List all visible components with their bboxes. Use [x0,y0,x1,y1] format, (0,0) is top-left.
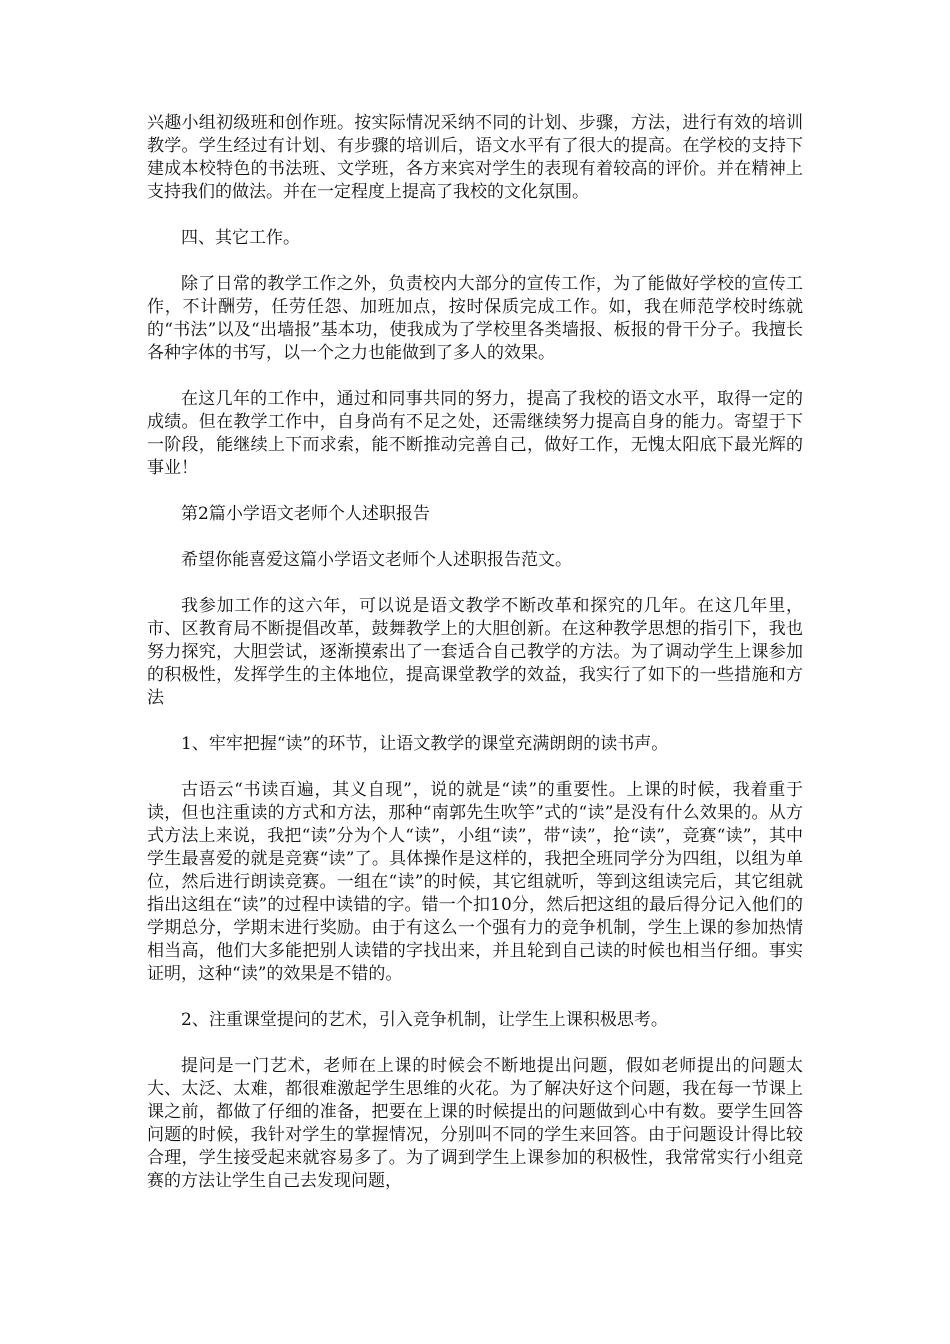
paragraph-questioning-method: 提问是一门艺术，老师在上课的时候会不断地提出问题，假如老师提出的问题太大、太泛、太难，都很难激起学生思维的火花。为了解决好这个问题，我在每一节课上课之前，都做了仔细的准备，把要在上课的时候提出的问题做到心中有数。要学生回答问题的时候，我针对学生的掌握情况，分别叫不同的学生来回答。由于问题设计得比较合理，学生接受起来就容易多了。为了调到学生上课参加的积极性，我常常实行小组竞赛的方法让学生自己去发现问题， [147,1056,803,1191]
paragraph-reading-method: 古语云“书读百遍，其义自现”，说的就是“读”的重要性。上课的时候，我着重于读，但也注重读的方式和方法，那种“南郭先生吹竽”式的“读”是没有什么效果的。从方式方法上来说，我把“读”分为个人“读”，小组“读”，带“读”，抢“读”，竞赛“读”，其中学生最喜爱的就是竞赛“读”了。具体操作是这样的，我把全班同学分为四组，以组为单位，然后进行朗读竞赛。一组在“读”的时候，其它组就听，等到这组读完后，其它组就指出这组在“读”的过程中读错的字。错一个扣10分，然后把这组的最后得分记入他们的学期总分，学期末进行奖励。由于有这么一个强有力的竞争机制，学生上课的参加热情相当高，他们大多能把别人读错的字找出来，并且轮到自己读的时候也相当仔细。事实证明，这种“读”的效果是不错的。 [147,780,803,984]
paragraph-six-years: 我参加工作的这六年，可以说是语文教学不断改革和探究的几年。在这几年里，市、区教育局不断提倡改革，鼓舞教学上的大胆创新。在这种教学思想的指引下，我也努力探究，大胆尝试，逐渐摸索出了一套适合自己教学的方法。为了调动学生上课参加的积极性，发挥学生的主体地位，提高课堂教学的效益，我实行了如下的一些措施和方法 [147,596,803,708]
paragraph-summary: 在这几年的工作中，通过和同事共同的努力，提高了我校的语文水平，取得一定的成绩。但在教学工作中，自身尚有不足之处，还需继续努力提高自身的能力。寄望于下一阶段，能继续上下而求索，能不断推动完善自己，做好工作，无愧太阳底下最光辉的事业！ [147,389,803,478]
paragraph-training-results: 兴趣小组初级班和创作班。按实际情况采纳不同的计划、步骤，方法，进行有效的培训教学。学生经过有计划、有步骤的培训后，语文水平有了很大的提高。在学校的支持下建成本校特色的书法班、文学班，各方来宾对学生的表现有着较高的评价。并在精神上支持我们的做法。并在一定程度上提高了我校的文化氛围。 [147,113,803,202]
document-body [147,112,803,1216]
section-heading-reading: 1、牢牢把握“读”的环节，让语文教学的课堂充满朗朗的读书声。 [181,734,669,754]
paragraph-publicity-work: 除了日常的教学工作之外，负责校内大部分的宣传工作，为了能做好学校的宣传工作，不计酬劳，任劳任怨、加班加点，按时保质完成工作。如，我在师范学校时练就的“书法”以及“出墙报”基本功，使我成为了学校里各类墙报、板报的骨干分子。我擅长各种字体的书写，以一个之力也能做到了多人的效果。 [147,274,803,363]
report-title: 第2篇小学语文老师个人述职报告 [181,504,430,524]
paragraph-intro: 希望你能喜爱这篇小学语文老师个人述职报告范文。 [181,550,572,570]
section-heading-other-work: 四、其它工作。 [181,228,300,248]
section-heading-questioning: 2、注重课堂提问的艺术，引入竞争机制，让学生上课积极思考。 [181,1010,668,1030]
